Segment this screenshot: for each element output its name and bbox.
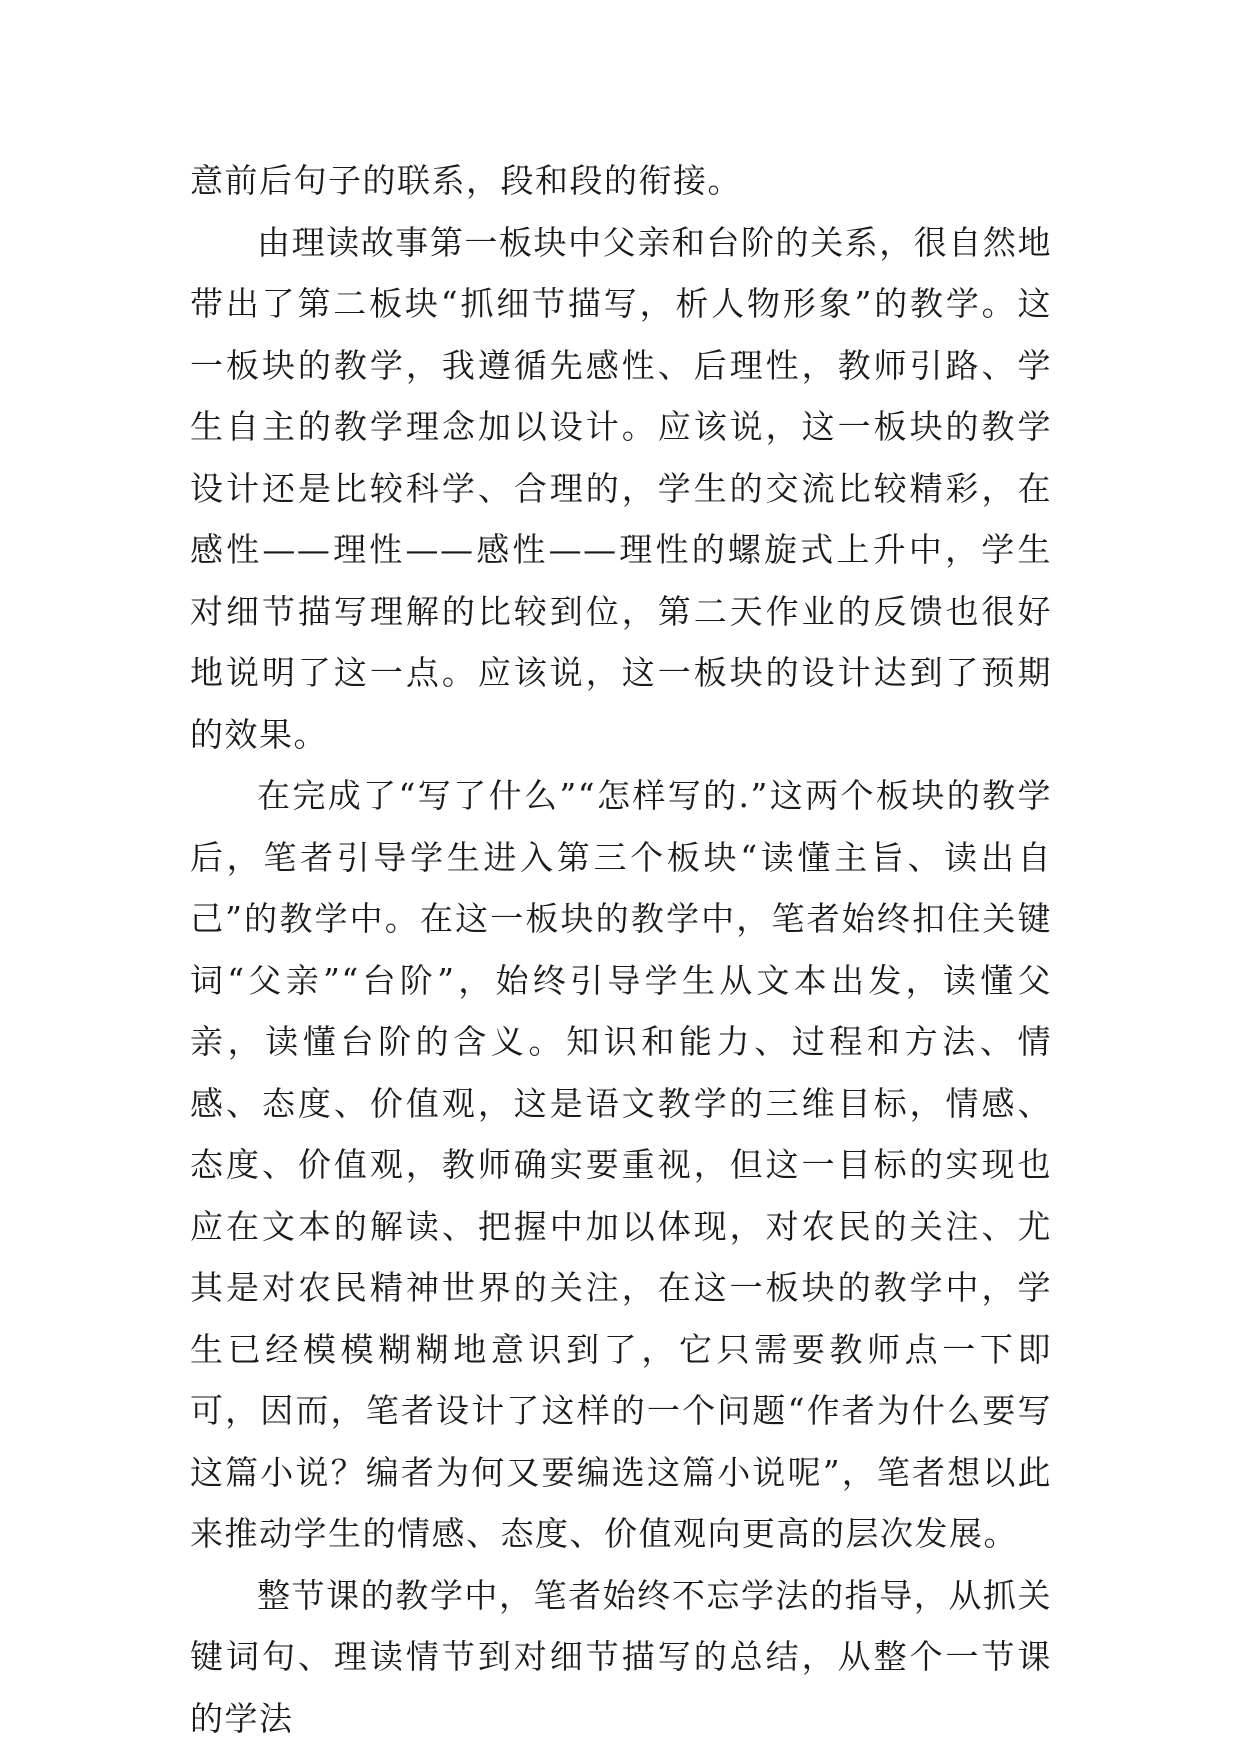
paragraph-2: 由理读故事第一板块中父亲和台阶的关系，很自然地带出了第二板块“抓细节描写，析人物形象”的教学。这一板块的教学，我遵循先感性、后理性，教师引路、学生自主的教学理念加以设计。应该说，这一板块的教学设计还是比较科学、合理的，学生的交流比较精彩，在感性——理性——感性——理性的螺旋式上升中，学生对细节描写理解的比较到位，第二天作业的反馈也很好地说明了这一点。应该说，这一板块的设计达到了预期的效果。 [190,222,1052,754]
document-page [190,150,1052,1749]
paragraph-3: 在完成了“写了什么”“怎样写的.”这两个板块的教学后，笔者引导学生进入第三个板块“读懂主旨、读出自己”的教学中。在这一板块的教学中，笔者始终扣住关键词“父亲”“台阶”，始终引导学生从文本出发，读懂父亲，读懂台阶的含义。知识和能力、过程和方法、情感、态度、价值观，这是语文教学的三维目标，情感、态度、价值观，教师确实要重视，但这一目标的实现也应在文本的解读、把握中加以体现，对农民的关注、尤其是对农民精神世界的关注，在这一板块的教学中，学生已经模模糊糊地意识到了，它只需要教师点一下即可，因而，笔者设计了这样的一个问题“作者为什么要写这篇小说？编者为何又要编选这篇小说呢”，笔者想以此来推动学生的情感、态度、价值观向更高的层次发展。 [190,776,1052,1553]
paragraph-4: 整节课的教学中，笔者始终不忘学法的指导，从抓关键词句、理读情节到对细节描写的总结，从整个一节课的学法 [190,1575,1052,1738]
paragraph-1: 意前后句子的联系，段和段的衔接。 [190,161,742,200]
